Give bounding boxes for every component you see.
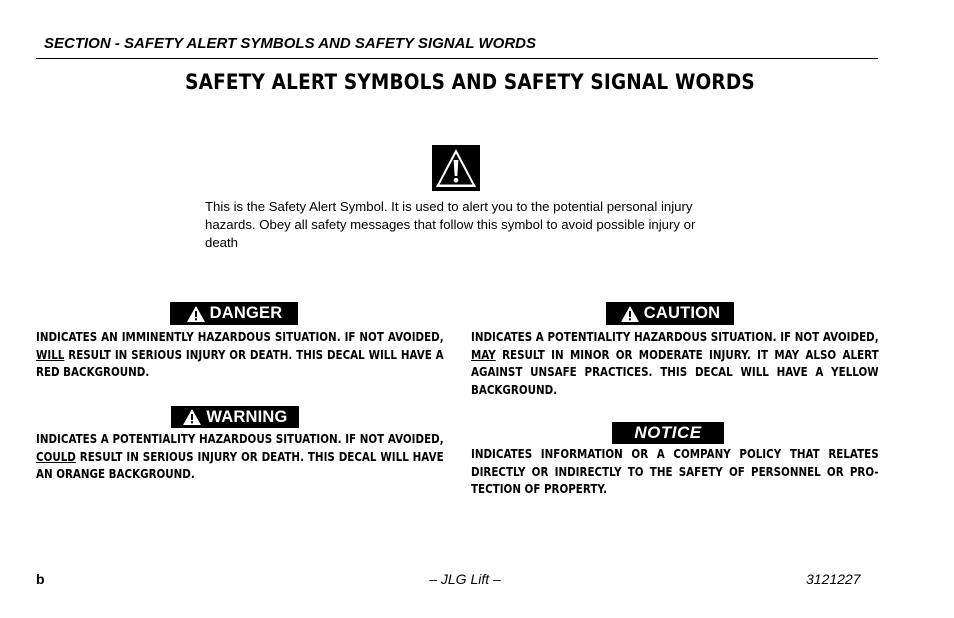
warning-label: WARNING <box>206 407 288 426</box>
notice-description: INDICATES INFORMATION OR A COMPANY POLICY THAT RELATES DIRECTLY OR INDIRECTLY TO THE SAFETY OF PERSONNEL OR PRO-TECTION OF PROPERTY. <box>471 447 879 496</box>
warning-description <box>36 431 444 484</box>
safety-alert-intro-text: This is the Safety Alert Symbol. It is used to alert you to the potential personal injury hazards. Obey all safety messages that follow this symbol to avoid possible injury or death <box>205 199 696 250</box>
warning-emphasis: COULD <box>36 449 76 464</box>
danger-text-after: RESULT IN SERIOUS INJURY OR DEATH. THIS DECAL WILL HAVE A RED BACKGROUND. <box>36 347 444 379</box>
caution-emphasis: MAY <box>471 347 496 362</box>
notice-badge <box>612 422 724 444</box>
danger-description <box>36 329 444 382</box>
warning-text-before: INDICATES A POTENTIALITY HAZARDOUS SITUATION. IF NOT AVOIDED, <box>36 432 444 446</box>
danger-text-before: INDICATES AN IMMINENTLY HAZARDOUS SITUATION. IF NOT AVOIDED, <box>36 330 444 344</box>
warning-triangle-icon <box>186 305 206 323</box>
danger-badge <box>170 302 298 325</box>
warning-triangle-icon <box>620 305 640 323</box>
warning-badge <box>171 406 299 428</box>
footer-page-letter: b <box>36 571 45 587</box>
danger-emphasis: WILL <box>36 347 65 362</box>
safety-alert-symbol-icon <box>432 145 480 191</box>
footer-doc-number: 3121227 <box>806 571 861 587</box>
caution-label: CAUTION <box>643 304 721 322</box>
caution-text-before: INDICATES A POTENTIALITY HAZARDOUS SITUATION. IF NOT AVOIDED, <box>471 330 879 344</box>
caution-text-after: RESULT IN MINOR OR MODERATE INJURY. IT MAY ALSO ALERT AGAINST UNSAFE PRACTICES. THIS DECAL WILL HAVE A YELLOW BACKGROUND. <box>471 347 879 397</box>
footer-publisher: – JLG Lift – <box>429 571 501 587</box>
caution-description <box>471 329 879 399</box>
notice-label: NOTICE <box>634 423 702 442</box>
section-header: SECTION - SAFETY ALERT SYMBOLS AND SAFETY SIGNAL WORDS <box>44 35 536 52</box>
header-divider <box>36 58 878 59</box>
caution-badge <box>606 302 734 325</box>
warning-text-after: RESULT IN SERIOUS INJURY OR DEATH. THIS DECAL WILL HAVE AN ORANGE BACKGROUND. <box>36 449 444 481</box>
page-title: SAFETY ALERT SYMBOLS AND SAFETY SIGNAL WORDS <box>185 70 755 94</box>
warning-triangle-icon <box>182 408 202 426</box>
danger-label: DANGER <box>209 304 283 322</box>
